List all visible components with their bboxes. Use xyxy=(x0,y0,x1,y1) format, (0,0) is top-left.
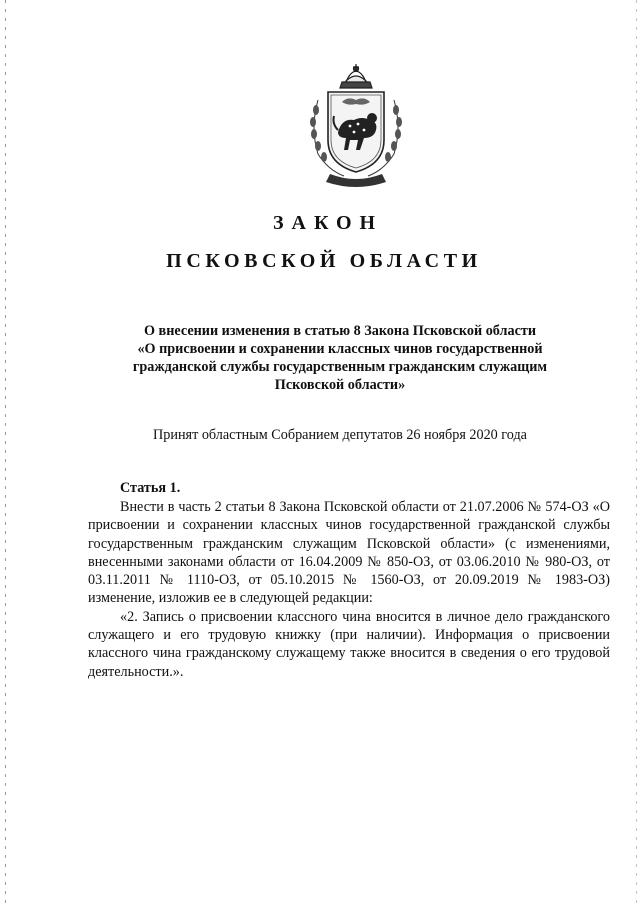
coat-of-arms-icon xyxy=(304,58,408,190)
law-subject-line: Псковской области» xyxy=(274,377,406,393)
document-title: ЗАКОН xyxy=(272,212,384,234)
article-body xyxy=(88,498,610,681)
scan-edge-left xyxy=(5,0,6,905)
article-paragraph: «2. Запись о присвоении классного чина вносится в личное дело гражданского служащего и его трудовую книжку (при наличии). Информация о присвоении классного чина гражданскому служащему также вносится в сведения о его трудовой деятельности.». xyxy=(88,608,610,680)
law-subject-line: «О присвоении и сохранении классных чинов государственной xyxy=(137,341,543,357)
law-subject-line: О внесении изменения в статью 8 Закона Псковской области xyxy=(143,323,537,339)
article-heading: Статья 1. xyxy=(120,480,181,496)
document-region: ПСКОВСКОЙ ОБЛАСТИ xyxy=(166,250,482,272)
adoption-note: Принят областным Собранием депутатов 26 ноября 2020 года xyxy=(153,427,527,443)
law-subject-line: гражданской службы государственным гражданским служащим xyxy=(132,359,548,375)
scan-edge-right xyxy=(636,0,637,905)
article-paragraph: Внести в часть 2 статьи 8 Закона Псковской области от 21.07.2006 № 574-ОЗ «О присвоении и сохранении классных чинов государственной гражданской службы государственным гражданским служащим Псковской области» (с изменениями, внесенными законами области от 16.04.2009 № 850-ОЗ, от 03.06.2010 № 980-ОЗ, от 03.11.2011 № 1110-ОЗ, от 05.10.2015 № 1560-ОЗ, от 20.09.2019 № 1983-ОЗ) изменение, изложив ее в следующей редакции: xyxy=(88,499,610,607)
law-subject xyxy=(110,322,570,394)
